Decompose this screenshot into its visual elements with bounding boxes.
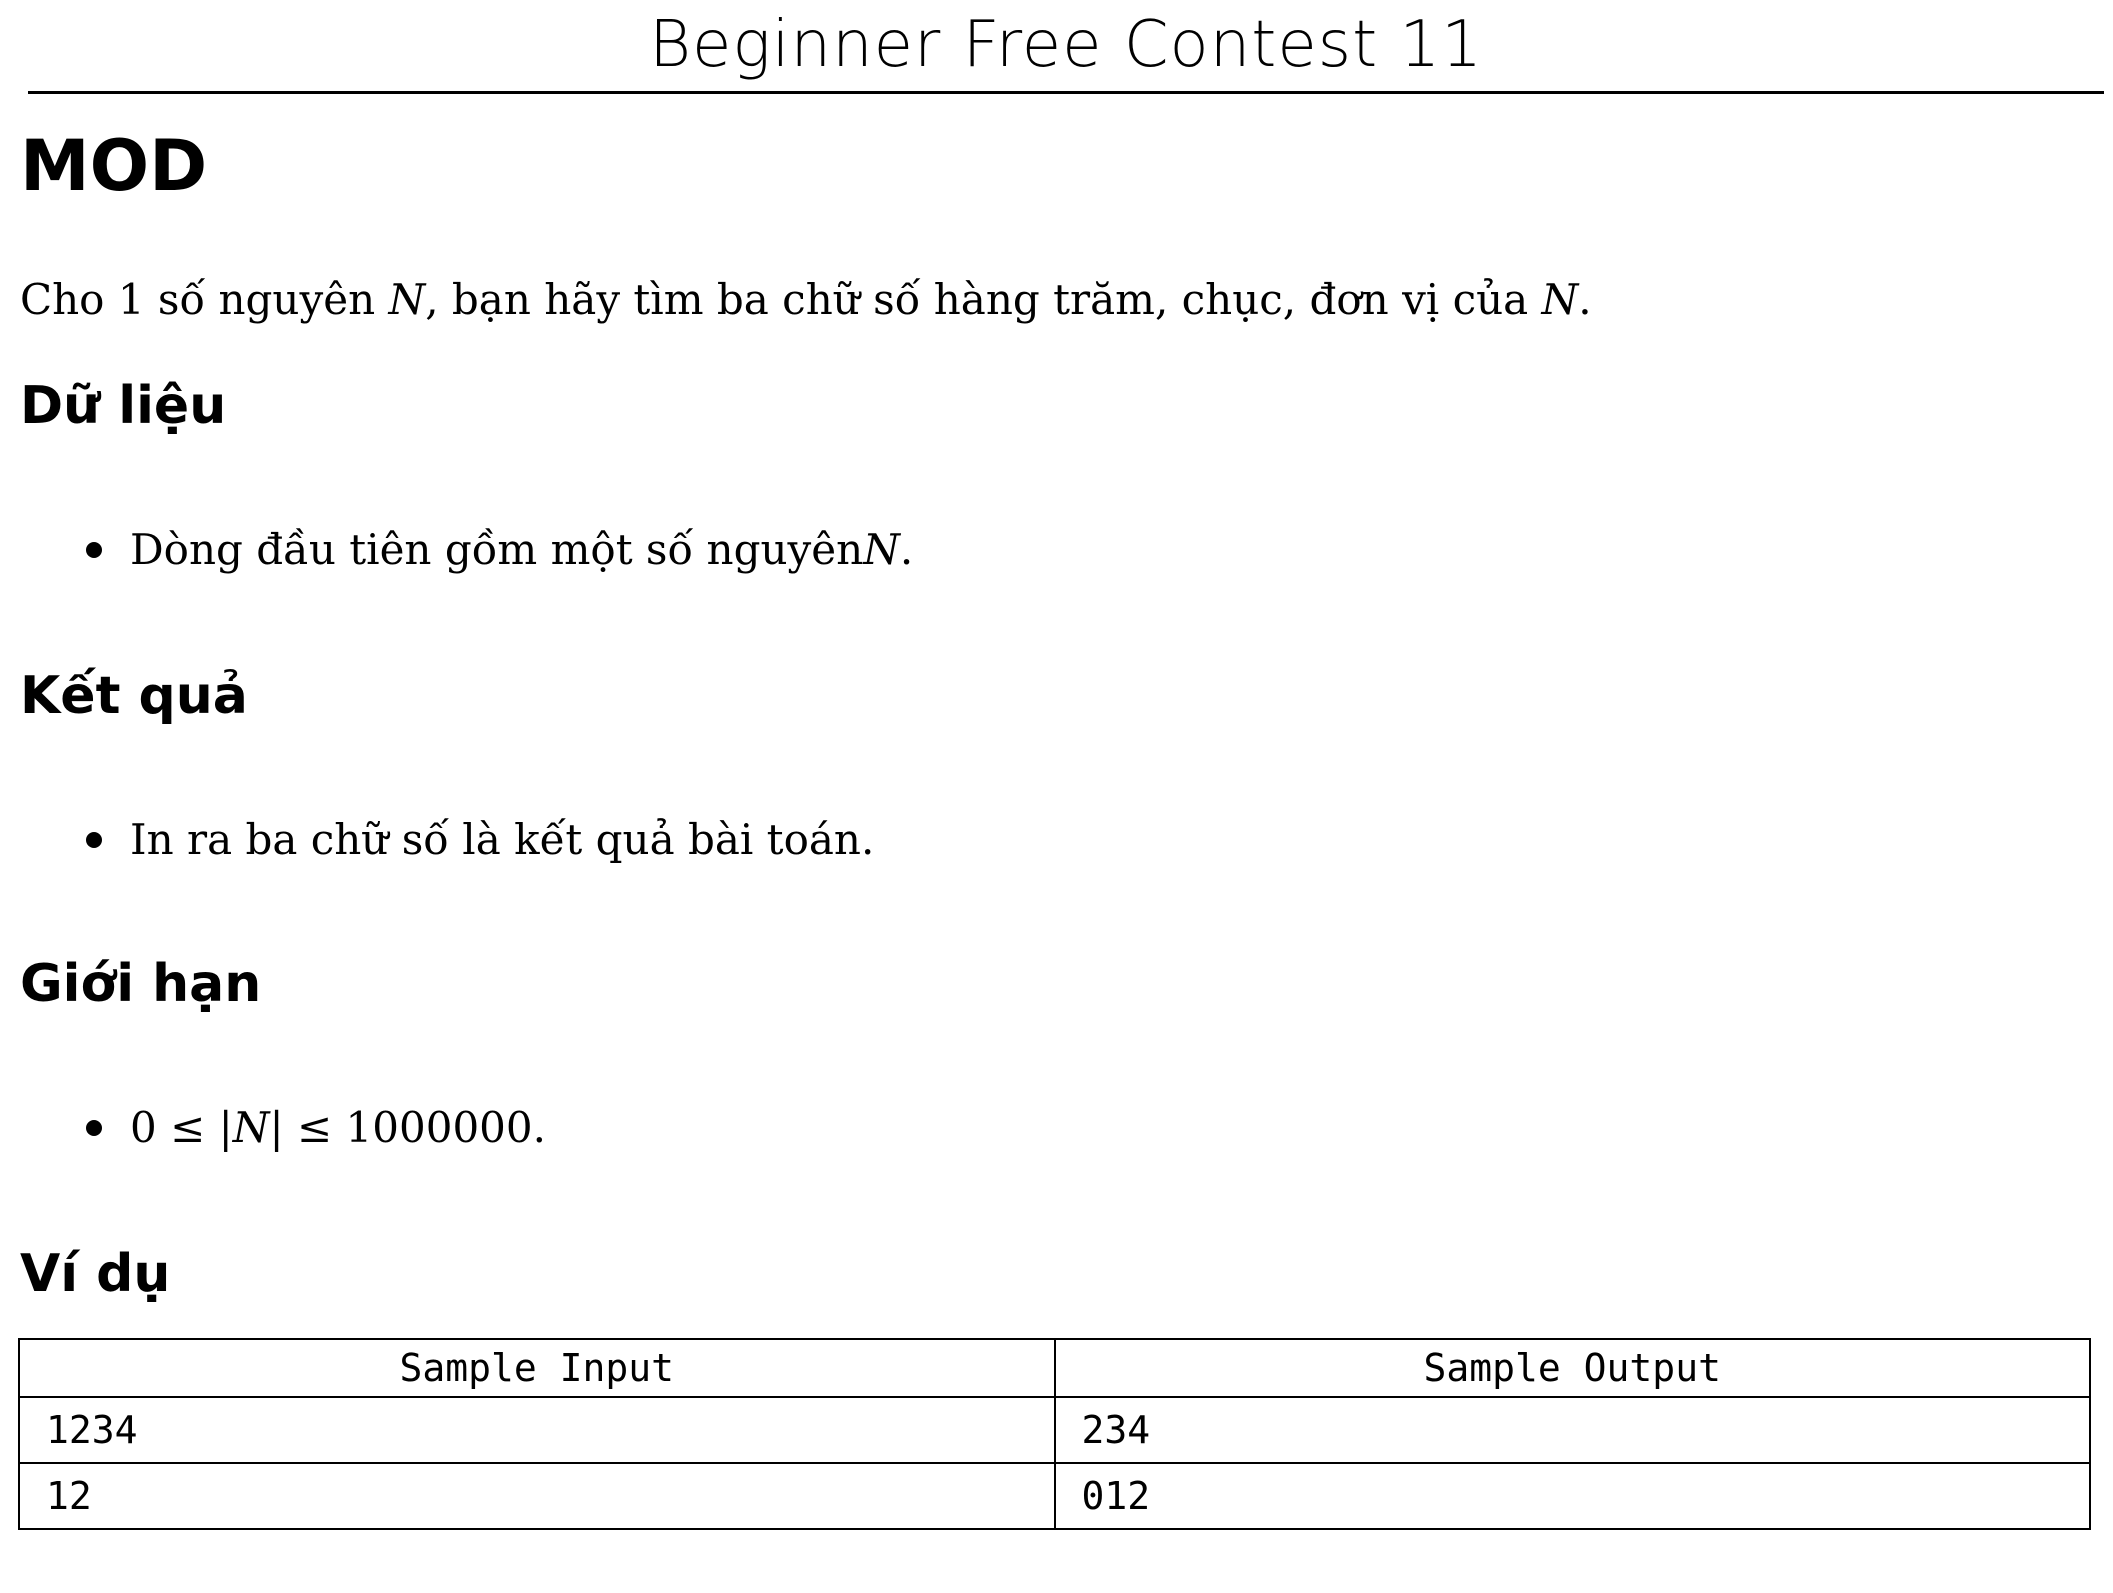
contest-header: Beginner Free Contest 11	[28, 0, 2104, 94]
statement-text: Cho 1 số nguyên	[20, 275, 389, 324]
bullet-variable: N	[863, 525, 900, 574]
sample-output-cell: 234	[1055, 1397, 2091, 1463]
sample-output-cell: 012	[1055, 1463, 2091, 1529]
bullet-text: 0 ≤ |	[130, 1103, 233, 1152]
table-row	[19, 1463, 2090, 1529]
examples-section-heading: Ví dụ	[20, 1244, 171, 1304]
output-section-heading: Kết quả	[20, 666, 248, 726]
problem-statement	[20, 268, 1592, 332]
bullet-text: .	[899, 525, 914, 574]
sample-input-cell: 12	[19, 1463, 1055, 1529]
statement-text: , bạn hãy tìm ba chữ số hàng trăm, chục, đơn vị của	[425, 275, 1542, 324]
constraints-bullet	[86, 1096, 546, 1160]
table-row	[19, 1397, 2090, 1463]
bullet-dot	[86, 542, 102, 558]
table-header-row	[19, 1339, 2090, 1397]
bullet-dot	[86, 832, 102, 848]
statement-variable: N	[388, 275, 426, 324]
statement-variable: N	[1541, 275, 1579, 324]
bullet-variable: N	[232, 1103, 270, 1152]
samples-table	[18, 1338, 2091, 1530]
constraints-section-heading: Giới hạn	[20, 954, 262, 1014]
output-bullet	[86, 808, 874, 872]
input-bullet	[86, 518, 913, 582]
statement-text: .	[1578, 275, 1592, 324]
input-section-heading: Dữ liệu	[20, 376, 227, 436]
bullet-text: In ra ba chữ số là kết quả bài toán.	[130, 815, 875, 864]
problem-title: MOD	[20, 125, 208, 207]
bullet-text: | ≤ 1000000.	[269, 1103, 546, 1152]
sample-input-cell: 1234	[19, 1397, 1055, 1463]
bullet-dot	[86, 1120, 102, 1136]
sample-input-header: Sample Input	[19, 1339, 1055, 1397]
bullet-text: Dòng đầu tiên gồm một số nguyên	[130, 525, 864, 574]
sample-output-header: Sample Output	[1055, 1339, 2091, 1397]
